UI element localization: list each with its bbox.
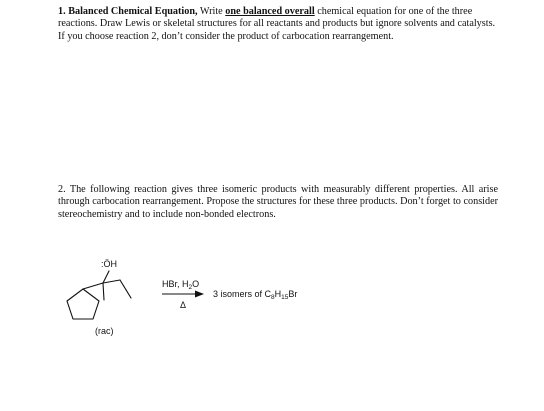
heat-label: Δ bbox=[180, 300, 187, 310]
cyclopentane-ring bbox=[67, 289, 99, 319]
question-1-emphasis: one balanced overall bbox=[225, 6, 315, 17]
reagent-label: HBr, $H_2O$ bbox=[162, 279, 200, 291]
hydroxyl-text: ÖH bbox=[103, 259, 118, 269]
lone-pair-dots: : bbox=[101, 259, 104, 269]
racemic-label: (rac) bbox=[95, 326, 114, 336]
arrow-head-icon bbox=[195, 291, 204, 298]
bond-to-ethyl bbox=[103, 280, 120, 283]
reaction-arrow bbox=[162, 291, 204, 298]
cyclopentyl-alcohol-structure bbox=[67, 271, 131, 319]
bond-ethyl-end bbox=[120, 280, 131, 298]
bond-ring-to-carbinol bbox=[83, 283, 103, 289]
question-2: 2. The following reaction gives three isomeric products with measurably different properties. All arise through carbocation rearrangement. Propose the structures for these three products. Don’t forget to consider stereochemistry and to include non-bonded electrons. bbox=[58, 184, 498, 220]
hydroxyl-label bbox=[101, 259, 117, 269]
product-label: 3 isomers of $C_8H_{15}Br$ bbox=[213, 289, 298, 301]
bond-c-o bbox=[103, 271, 109, 283]
question-1-text-b: chemical equation for one of the three reactions. Draw Lewis or skeletal structures for all reactants and products but ignore solvents and catalysts. If you choose reaction 2, don’t consider the product of carbocation rearrangement. bbox=[58, 6, 496, 42]
question-1-text-a: Write bbox=[197, 6, 226, 17]
question-1-lead: 1. Balanced Chemical Equation, bbox=[58, 6, 198, 17]
bond-methyl bbox=[103, 283, 104, 300]
